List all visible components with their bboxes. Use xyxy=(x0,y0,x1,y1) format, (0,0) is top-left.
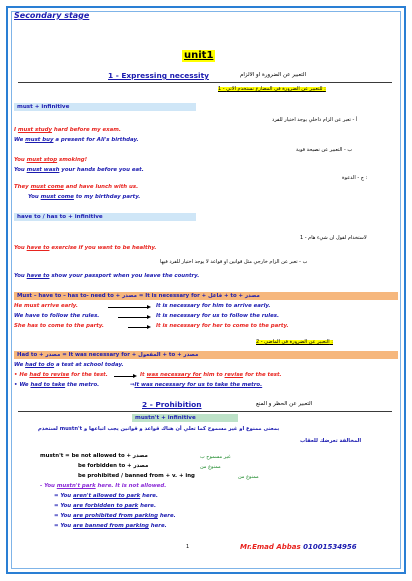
arrow-icon xyxy=(118,317,148,318)
haveto-ex1: You have to exercise if you want to be healthy. xyxy=(14,245,157,251)
section1-title: 1 - Expressing necessity xyxy=(108,71,209,80)
mustnt-ex: - You mustn't park here. It is not allowed. xyxy=(40,483,167,489)
mustnt-b3: = You are prohibited from parking here. xyxy=(54,513,176,519)
must-ex5: They must come and have lunch with us. xyxy=(14,184,139,190)
must-label: must + infinitive xyxy=(14,103,196,111)
rule-l3: She has to come to the party. xyxy=(14,323,104,329)
divider xyxy=(18,82,392,83)
arrow-icon xyxy=(108,307,148,308)
past-label: Had to + مصدر = It was necessary for + المفعول + to + مصدر xyxy=(14,351,398,359)
eq1-ar: غير مسموح ب xyxy=(200,454,231,460)
past-r2: ⇒It was necessary for us to take the metro. xyxy=(130,382,263,388)
arrow-icon xyxy=(114,376,134,377)
unit-title: unit1 xyxy=(184,50,214,61)
must-ar-a: أ - تعبر عن الزام داخلي يوجد اختيار للفرد xyxy=(272,117,358,123)
rule-label: Must – have to – has to- need to + مصدر = It is necessary for + فاعل + to + مصدر xyxy=(14,292,398,300)
mustnt-label: mustn't + infinitive xyxy=(132,414,238,422)
footer-credit: Mr.Emad Abbas 01001534956 xyxy=(240,543,357,551)
haveto-label: have to / has to + infinitive xyxy=(14,213,196,221)
haveto-ar-2: ب - تعبر عن الزام خارجي مثل قوانين او قواعد لا يوجد اختيار للفرد فيها xyxy=(160,259,308,265)
mustnt-ar-desc2: المخالفة تعرضك للعقاب xyxy=(300,438,362,444)
past-l2: • We had to take the metro. xyxy=(14,382,100,388)
rule-r2: It is necessary for us to follow the rules. xyxy=(156,313,280,319)
mustnt-b4: = You are banned from parking here. xyxy=(54,523,167,529)
section1-sub1: 1 - للتعبير عن الضرورة في المضارع نستخدم الاتي : xyxy=(218,86,326,92)
section2-ar-title: التعبير عن الحظر و المنع xyxy=(256,401,313,407)
must-ex4: You must wash your hands before you eat. xyxy=(14,167,144,173)
rule-r3: It is necessary for her to come to the party. xyxy=(156,323,289,329)
mustnt-b1: = You aren't allowed to park here. xyxy=(54,493,158,499)
section2-title: 2 - Prohibition xyxy=(142,400,202,409)
stage-label: Secondary stage xyxy=(14,11,90,20)
section1-ar-title: التعبير عن الضرورة او الالزام xyxy=(240,72,307,78)
past-r1: It was necessary for him to revise for the test. xyxy=(140,372,282,378)
past-ar-title: 2 - التعبير عن الضرورة في الماضي : xyxy=(256,339,333,345)
rule-l2: We have to follow the rules. xyxy=(14,313,100,319)
eq2-ar: ممنوع من xyxy=(200,464,221,470)
must-ex6: You must come to my birthday party. xyxy=(28,194,141,200)
must-ex1: I must study hard before my exam. xyxy=(14,127,121,133)
haveto-ex2: You have to show your passport when you leave the country. xyxy=(14,273,200,279)
must-ex3: You must stop smoking! xyxy=(14,157,88,163)
rule-l1: He must arrive early. xyxy=(14,303,78,309)
eq1: mustn't = be not allowed to + مصدر xyxy=(40,453,148,459)
haveto-ar-1: 1 - لاستخدام لقول ان شيء هام xyxy=(300,235,367,241)
must-ar-b: ب - التعبير عن نصيحة قوية xyxy=(296,147,353,153)
eq3: be prohibited / banned from + v. + ing xyxy=(78,473,195,479)
page-number: 1 xyxy=(186,544,190,550)
must-ex2: We must buy a present for Ali's birthday. xyxy=(14,137,139,143)
must-ar-c: ج - الدعوة : xyxy=(342,175,368,181)
past-ex1: We had to do a test at school today. xyxy=(14,362,124,368)
past-l1: • He had to revise for the test. xyxy=(14,372,108,378)
mustnt-b2: = You are forbidden to park here. xyxy=(54,503,156,509)
arrow-icon xyxy=(128,327,148,328)
eq2: be forbidden to + مصدر xyxy=(78,463,149,469)
divider xyxy=(18,411,392,412)
mustnt-ar-desc1: لستخدم mustn't بمعنى ممنوع او غير مسموح كما تعلي أن هناك قواعد و قوانين يجب اتباعها و xyxy=(38,426,280,432)
eq3-ar: ممنوع من xyxy=(238,474,259,480)
rule-r1: It is necessary for him to arrive early. xyxy=(156,303,271,309)
